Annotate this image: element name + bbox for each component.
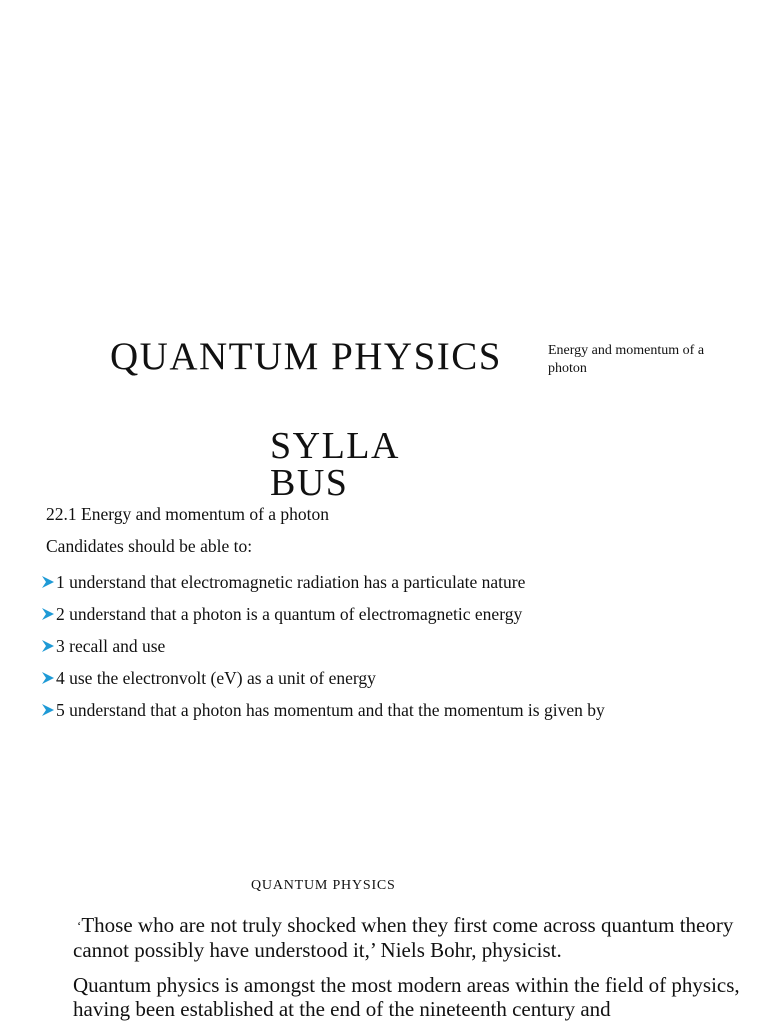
arrow-bullet-icon xyxy=(40,574,56,590)
objective-text: 1 understand that electromagnetic radiation has a particulate nature xyxy=(56,571,526,592)
arrow-bullet-icon xyxy=(40,670,56,686)
quote-body: Those who are not truly shocked when they first come across quantum theory cannot possibly have understood it,’ Niels Bohr, physicist. xyxy=(73,913,734,962)
list-item xyxy=(40,566,605,598)
objective-text: 5 understand that a photon has momentum and that the momentum is given by xyxy=(56,699,605,720)
body-paragraph: Quantum physics is amongst the most modern areas within the field of physics, having been established at the end of the nineteenth century and xyxy=(73,973,740,1021)
objective-text: 2 understand that a photon is a quantum of electromagnetic energy xyxy=(56,603,523,624)
quote-text xyxy=(73,913,743,962)
list-item xyxy=(40,662,605,694)
syllabus-heading: SYLLA BUS xyxy=(270,425,398,504)
arrow-bullet-icon xyxy=(40,702,56,718)
arrow-bullet-icon xyxy=(40,606,56,622)
arrow-bullet-icon xyxy=(40,638,56,654)
page-title: QUANTUM PHYSICS xyxy=(110,335,502,378)
list-item xyxy=(40,630,605,662)
section-heading: 22.1 Energy and momentum of a photon xyxy=(46,504,330,524)
objective-text: 3 recall and use xyxy=(56,635,166,656)
objective-text: 4 use the electronvolt (eV) as a unit of energy xyxy=(56,667,376,688)
objectives-list xyxy=(40,566,605,726)
list-item xyxy=(40,598,605,630)
slide-title: QUANTUM PHYSICS xyxy=(251,878,396,893)
quote-mark: ‘ xyxy=(77,918,82,933)
intro-text: Candidates should be able to: xyxy=(46,536,253,556)
list-item xyxy=(40,694,605,726)
subtitle-note: Energy and momentum of a photon xyxy=(548,343,705,376)
